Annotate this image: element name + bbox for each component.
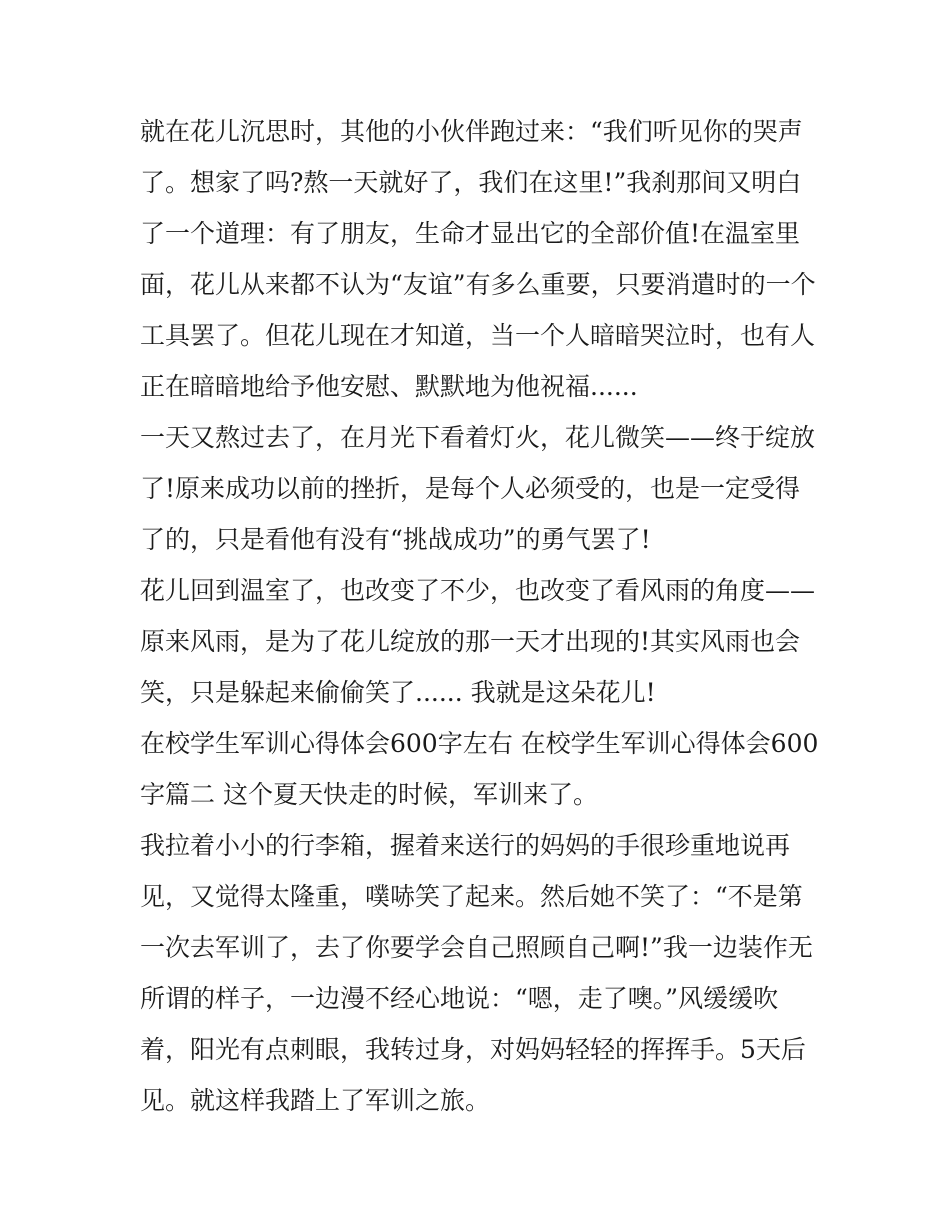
text-line: 见。就这样我踏上了军训之旅。 (140, 1086, 491, 1115)
text-line: 正在暗暗地给予他安慰、默默地为他祝福...... (140, 372, 638, 401)
text-line: 见，又觉得太隆重，噗哧笑了起来。然后她不笑了：“不是第 (140, 882, 803, 911)
text-line: 面，花儿从来都不认为“友谊”有多么重要，只要消遣时的一个 (140, 270, 816, 299)
text-line: 着，阳光有点刺眼，我转过身，对妈妈轻轻的挥挥手。5天后 (140, 1035, 806, 1064)
text-line: 一次去军训了，去了你要学会自己照顾自己啊!”我一边装作无 (140, 933, 813, 962)
text-line: 花儿回到温室了，也改变了不少，也改变了看风雨的角度—— (140, 576, 816, 605)
text-line: 所谓的样子，一边漫不经心地说：“嗯，走了噢。”风缓缓吹 (140, 984, 779, 1013)
text-line: 我拉着小小的行李箱，握着来送行的妈妈的手很珍重地说再 (140, 831, 791, 860)
text-line: 就在花儿沉思时，其他的小伙伴跑过来：“我们听见你的哭声 (140, 117, 803, 146)
text-line: 字篇二 这个夏天快走的时候，军训来了。 (140, 780, 598, 809)
text-line: 了的，只是看他有没有“挑战成功”的勇气罢了! (140, 525, 651, 554)
text-line: 笑，只是躲起来偷偷笑了...... 我就是这朵花儿! (140, 678, 656, 707)
text-line: 在校学生军训心得体会600字左右 在校学生军训心得体会600 (140, 729, 819, 758)
text-line: 了一个道理：有了朋友，生命才显出它的全部价值!在温室里 (140, 219, 801, 248)
text-line: 原来风雨，是为了花儿绽放的那一天才出现的!其实风雨也会 (140, 627, 801, 656)
body-text (140, 106, 830, 1126)
text-line: 了!原来成功以前的挫折，是每个人必须受的，也是一定受得 (140, 474, 801, 503)
text-line: 一天又熬过去了，在月光下看着灯火，花儿微笑——终于绽放 (140, 423, 816, 452)
text-line: 工具罢了。但花儿现在才知道，当一个人暗暗哭泣时，也有人 (140, 321, 816, 350)
text-line: 了。想家了吗?熬一天就好了，我们在这里!”我刹那间又明白 (140, 168, 802, 197)
